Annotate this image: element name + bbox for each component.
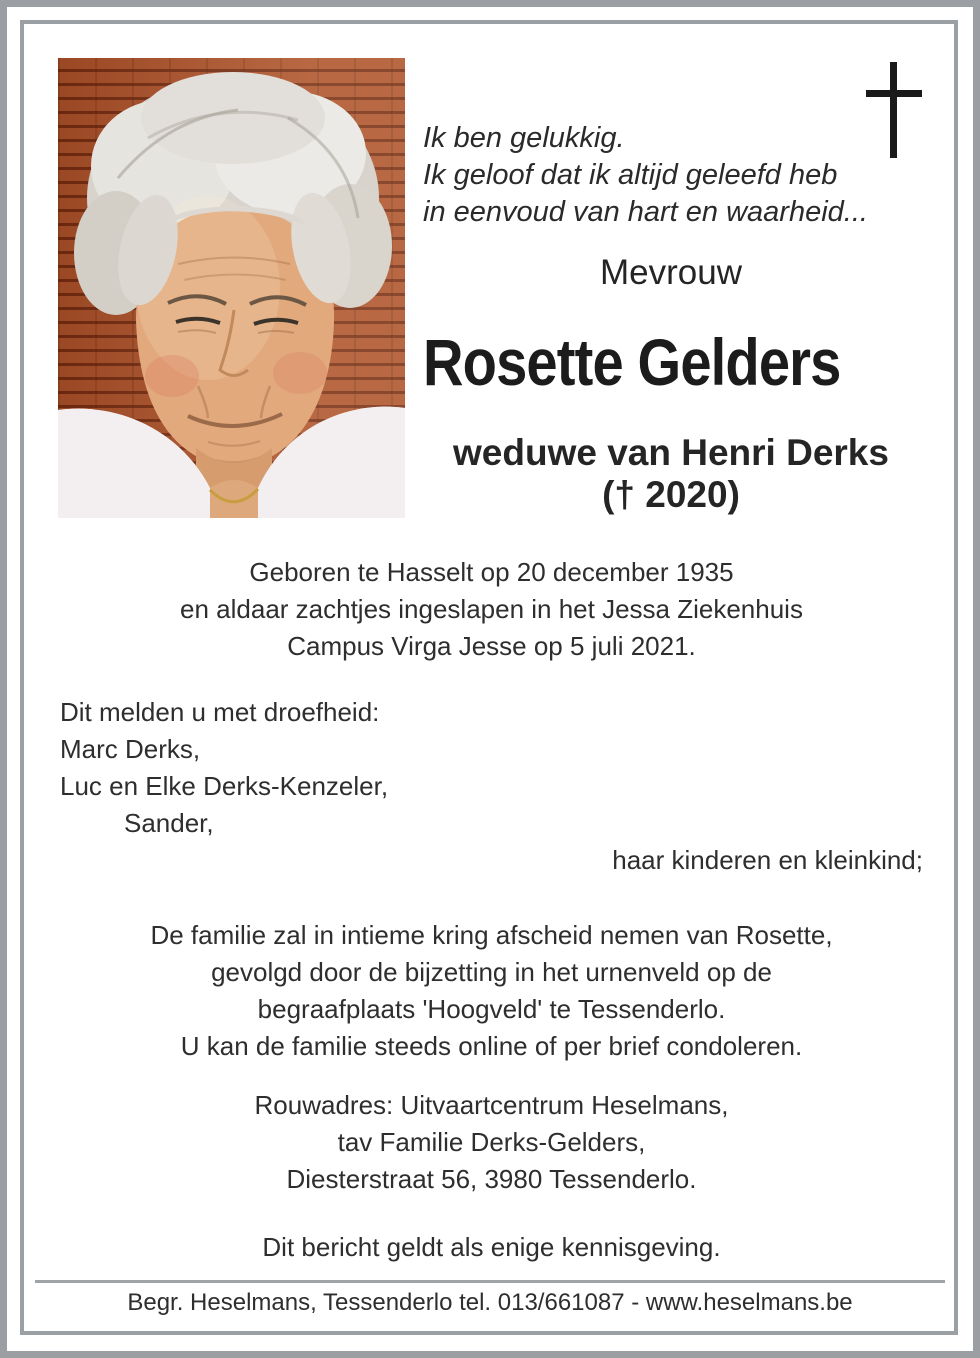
mourners-relation: haar kinderen en kleinkind; [612, 845, 923, 875]
portrait-photo [58, 58, 405, 518]
notice-line: Dit bericht geldt als enige kennisgeving. [262, 1232, 721, 1262]
birth-death-line: Campus Virga Jesse op 5 juli 2021. [287, 631, 696, 661]
mourning-intro: Dit melden u met droefheid: [60, 697, 380, 727]
deceased-name-wrap [423, 326, 925, 398]
mourner-line: Luc en Elke Derks-Kenzeler, [60, 771, 389, 801]
spouse-info [420, 432, 922, 516]
funeral-home-footer: Begr. Heselmans, Tessenderlo tel. 013/661087 - www.heselmans.be [127, 1289, 853, 1316]
farewell-line: De familie zal in intieme kring afscheid nemen van Rosette, [150, 920, 833, 950]
quote-line: in eenvoud van hart en waarheid... [423, 196, 868, 228]
farewell-line: begraafplaats 'Hoogveld' te Tessenderlo. [257, 994, 726, 1024]
epitaph-quote [423, 120, 923, 231]
farewell-line: gevolgd door de bijzetting in het urnenveld op de [211, 957, 772, 987]
address-line: tav Familie Derks-Gelders, [337, 1127, 646, 1157]
birth-death-line: en aldaar zachtjes ingeslapen in het Jessa Ziekenhuis [180, 594, 803, 624]
mourner-line: Marc Derks, [60, 734, 201, 764]
portrait-illustration [58, 58, 405, 518]
birth-death-line: Geboren te Hasselt op 20 december 1935 [249, 557, 734, 587]
quote-line: Ik ben gelukkig. [423, 122, 625, 154]
divider-line [35, 1280, 945, 1283]
spouse-death-year: († 2020) [602, 474, 740, 515]
mourning-address-paragraph [60, 1087, 923, 1198]
salutation: Mevrouw [600, 253, 742, 292]
widow-of-line: weduwe van Henri Derks [453, 432, 889, 473]
birth-death-paragraph [60, 554, 923, 665]
farewell-line: U kan de familie steeds online of per brief condoleren. [180, 1031, 803, 1061]
mourners-paragraph [60, 694, 923, 842]
quote-line: Ik geloof dat ik altijd geleefd heb [423, 159, 838, 191]
farewell-paragraph [60, 917, 923, 1065]
deceased-name: Rosette Gelders [423, 325, 841, 399]
mourner-line: Sander, [124, 808, 214, 838]
address-line: Rouwadres: Uitvaartcentrum Heselmans, [254, 1090, 729, 1120]
address-line: Diesterstraat 56, 3980 Tessenderlo. [286, 1164, 697, 1194]
